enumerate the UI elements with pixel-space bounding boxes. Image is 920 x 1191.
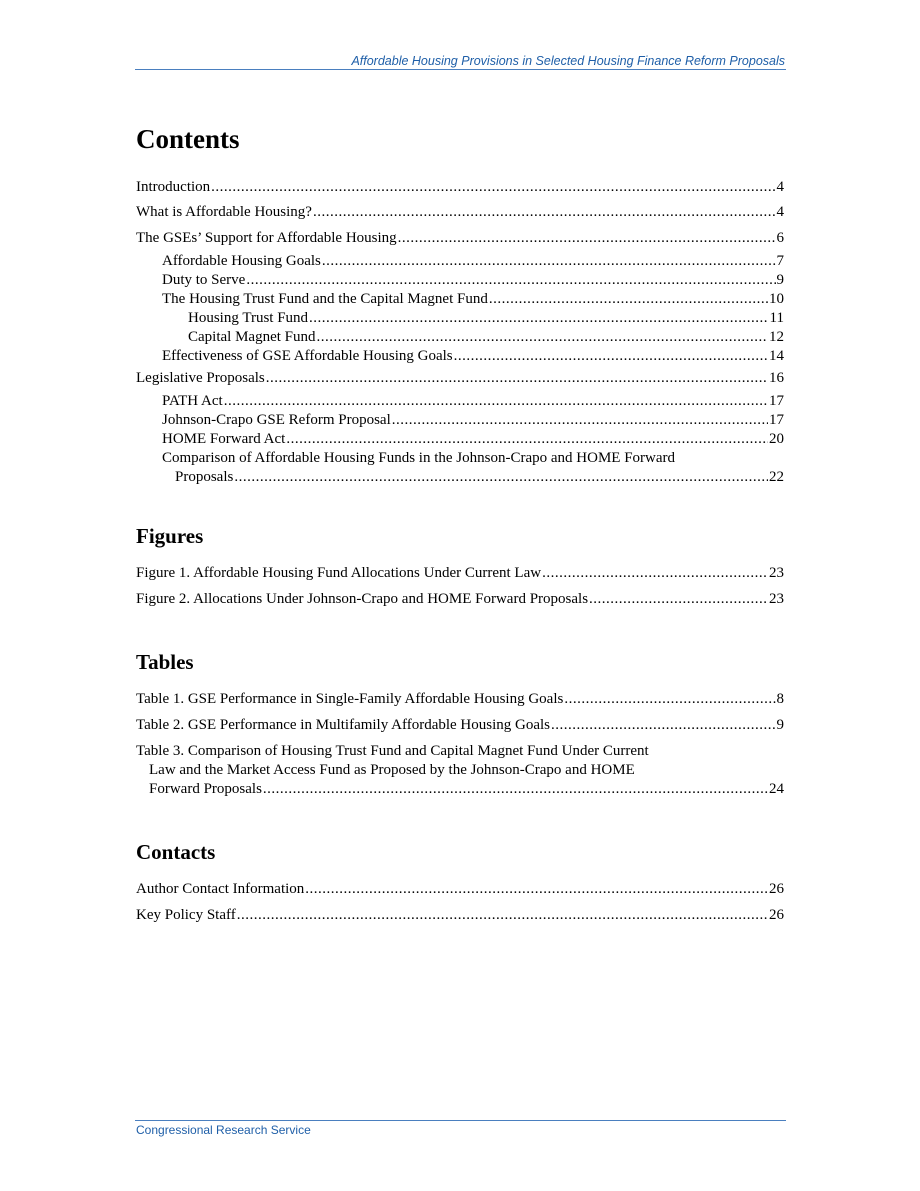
toc-entry-text: Effectiveness of GSE Affordable Housing Goals — [162, 348, 453, 364]
dot-leader — [542, 564, 768, 583]
toc-entry-text-line1: Comparison of Affordable Housing Funds in the Johnson-Crapo and HOME Forward — [162, 450, 676, 466]
toc-page-number: 17 — [769, 412, 784, 428]
toc-page-number: 22 — [769, 469, 784, 485]
toc-entry-comparison-of-funds[interactable] — [136, 449, 784, 487]
table-entry-text-line2: Law and the Market Access Fund as Proposed by the Johnson-Crapo and HOME — [149, 762, 635, 778]
toc-entry-text: Housing Trust Fund — [188, 310, 309, 326]
dot-leader — [489, 290, 768, 309]
footer-publisher: Congressional Research Service — [136, 1123, 311, 1137]
dot-leader — [454, 347, 768, 366]
dot-leader — [309, 309, 769, 328]
contact-entry-key-policy-staff[interactable] — [136, 906, 784, 925]
toc-page-number: 4 — [776, 179, 784, 195]
table-entry-2[interactable] — [136, 716, 784, 735]
toc-page-number: 14 — [769, 348, 784, 364]
table-entry-text: Table 1. GSE Performance in Single-Family Affordable Housing Goals — [136, 691, 564, 707]
dot-leader — [237, 906, 768, 925]
dot-leader — [211, 178, 775, 197]
toc-entry-gses-support[interactable] — [136, 229, 784, 248]
toc-entry-text-line2: Proposals — [175, 469, 234, 485]
table-entry-1[interactable] — [136, 690, 784, 709]
dot-leader — [234, 468, 768, 487]
toc-entry-text: Legislative Proposals — [136, 370, 265, 386]
dot-leader — [317, 328, 769, 347]
contact-entry-author[interactable] — [136, 880, 784, 899]
toc-entry-johnson-crapo[interactable] — [136, 411, 784, 430]
dot-leader — [224, 392, 768, 411]
toc-page-number: 4 — [776, 204, 784, 220]
toc-entry-affordable-housing-goals[interactable] — [136, 252, 784, 271]
dot-leader — [322, 252, 776, 271]
toc-entry-text: HOME Forward Act — [162, 431, 286, 447]
toc-page-number: 20 — [769, 431, 784, 447]
dot-leader — [313, 203, 776, 222]
table-page-number: 8 — [776, 691, 784, 707]
dot-leader — [392, 411, 768, 430]
toc-page-number: 11 — [769, 310, 784, 326]
header-rule — [135, 69, 786, 70]
table-page-number: 9 — [776, 717, 784, 733]
dot-leader — [589, 590, 768, 609]
contents-heading: Contents — [136, 124, 240, 154]
running-header: Affordable Housing Provisions in Selected Housing Finance Reform Proposals — [351, 54, 785, 68]
contact-entry-text: Author Contact Information — [136, 881, 305, 897]
toc-entry-effectiveness-of-goals[interactable] — [136, 347, 784, 366]
toc-entry-housing-trust-fund[interactable] — [136, 309, 784, 328]
dot-leader — [551, 716, 775, 735]
figure-page-number: 23 — [769, 591, 784, 607]
figure-entry-1[interactable] — [136, 564, 784, 583]
table-entry-3[interactable] — [136, 742, 784, 799]
figure-entry-2[interactable] — [136, 590, 784, 609]
dot-leader — [286, 430, 768, 449]
figure-page-number: 23 — [769, 565, 784, 581]
footer-rule — [135, 1120, 786, 1121]
dot-leader — [263, 780, 768, 799]
toc-entry-legislative-proposals[interactable] — [136, 369, 784, 388]
toc-page-number: 6 — [776, 230, 784, 246]
toc-entry-home-forward-act[interactable] — [136, 430, 784, 449]
dot-leader — [246, 271, 775, 290]
contact-page-number: 26 — [769, 881, 784, 897]
contacts-heading: Contacts — [136, 840, 216, 864]
toc-entry-text: Duty to Serve — [162, 272, 246, 288]
toc-entry-housing-trust-and-capital-magnet[interactable] — [136, 290, 784, 309]
dot-leader — [266, 369, 768, 388]
toc-entry-text: Johnson-Crapo GSE Reform Proposal — [162, 412, 391, 428]
toc-entry-duty-to-serve[interactable] — [136, 271, 784, 290]
toc-entry-introduction[interactable] — [136, 178, 784, 197]
tables-heading: Tables — [136, 650, 194, 674]
toc-entry-path-act[interactable] — [136, 392, 784, 411]
table-entry-text-line1: Table 3. Comparison of Housing Trust Fund and Capital Magnet Fund Under Current — [136, 743, 649, 759]
contact-page-number: 26 — [769, 907, 784, 923]
toc-entry-text: Affordable Housing Goals — [162, 253, 321, 269]
dot-leader — [398, 229, 776, 248]
table-entry-text-line3: Forward Proposals — [149, 781, 262, 797]
toc-page-number: 10 — [769, 291, 784, 307]
toc-page-number: 12 — [769, 329, 784, 345]
toc-entry-text: The GSEs’ Support for Affordable Housing — [136, 230, 397, 246]
toc-entry-capital-magnet-fund[interactable] — [136, 328, 784, 347]
toc-entry-text: Capital Magnet Fund — [188, 329, 316, 345]
dot-leader — [564, 690, 775, 709]
toc-entry-text: The Housing Trust Fund and the Capital Magnet Fund — [162, 291, 488, 307]
toc-entry-text: Introduction — [136, 179, 211, 195]
toc-page-number: 17 — [769, 393, 784, 409]
figure-entry-text: Figure 2. Allocations Under Johnson-Crapo and HOME Forward Proposals — [136, 591, 589, 607]
toc-entry-what-is-affordable-housing[interactable] — [136, 203, 784, 222]
toc-page-number: 16 — [769, 370, 784, 386]
toc-page-number: 9 — [776, 272, 784, 288]
table-page-number: 24 — [769, 781, 784, 797]
figures-heading: Figures — [136, 524, 204, 548]
toc-page-number: 7 — [776, 253, 784, 269]
table-entry-text: Table 2. GSE Performance in Multifamily Affordable Housing Goals — [136, 717, 551, 733]
contact-entry-text: Key Policy Staff — [136, 907, 236, 923]
toc-entry-text: What is Affordable Housing? — [136, 204, 312, 220]
figure-entry-text: Figure 1. Affordable Housing Fund Allocations Under Current Law — [136, 565, 542, 581]
toc-entry-text: PATH Act — [162, 393, 223, 409]
dot-leader — [305, 880, 768, 899]
